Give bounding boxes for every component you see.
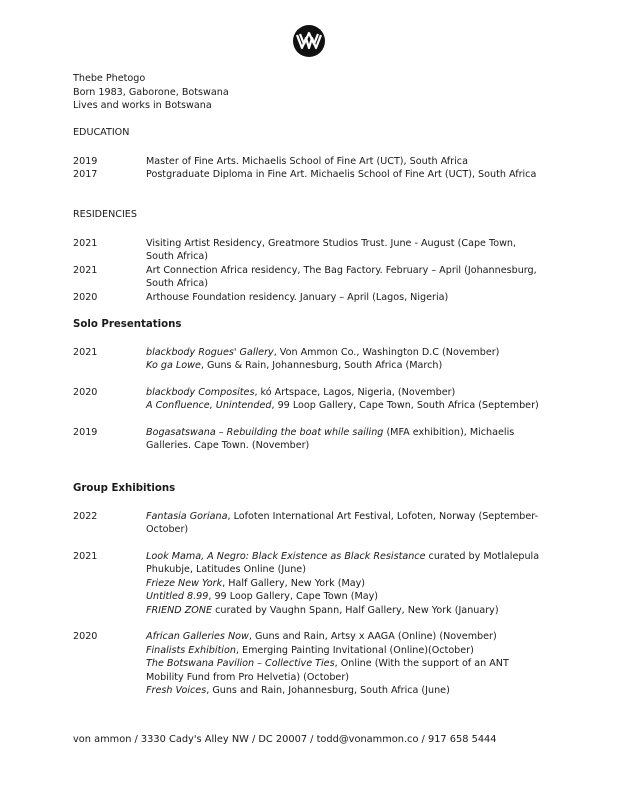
- residency-year: 2021: [73, 264, 98, 276]
- education-text: Master of Fine Arts. Michaelis School of Fine Art (UCT), South Africa: [146, 155, 468, 167]
- solo-entry: [146, 386, 543, 400]
- solo-heading: Solo Presentations: [73, 319, 182, 330]
- solo-entry-detail: , kó Artspace, Lagos, Nigeria, (November): [254, 386, 456, 398]
- solo-entry-title: blackbody Rogues' Gallery: [146, 346, 274, 358]
- residency-text: Arthouse Foundation residency. January – April (Lagos, Nigeria): [146, 291, 449, 303]
- group-entry-detail: , Emerging Painting Invitational (Online)(October): [235, 644, 474, 656]
- solo-year: 2020: [73, 386, 98, 398]
- footer-contact: von ammon / 3330 Cady's Alley NW / DC 20007 / todd@vonammon.co / 917 658 5444: [73, 734, 497, 745]
- group-entry-detail: , Lofoten International Art Festival, Lofoten, Norway (September-October): [146, 510, 539, 535]
- group-entry-title: Look Mama, A Negro: Black Existence as Black Resistance: [146, 550, 426, 562]
- residency-text: Visiting Artist Residency, Greatmore Studios Trust. June - August (Cape Town, South Africa): [146, 237, 517, 262]
- group-entry: [146, 644, 543, 658]
- group-entry-title: Finalists Exhibition: [146, 644, 236, 656]
- solo-entry-title: blackbody Composites: [146, 386, 255, 398]
- education-text: Postgraduate Diploma in Fine Art. Michaelis School of Fine Art (UCT), South Africa: [146, 169, 537, 180]
- residency-year: 2020: [73, 291, 98, 303]
- group-entry-detail: , 99 Loop Gallery, Cape Town (May): [208, 591, 379, 602]
- education-item: [73, 155, 543, 169]
- group-year-group: [73, 510, 543, 537]
- solo-entry-detail: , 99 Loop Gallery, Cape Town, South Africa (September): [271, 400, 539, 411]
- group-entry-detail: curated by Vaughn Spann, Half Gallery, New York (January): [212, 604, 499, 616]
- group-entry-detail: curated by Motlalepula Phukubje, Latitudes Online (June): [146, 550, 540, 575]
- solo-entry-title: Bogasatswana – Rebuilding the boat while sailing: [146, 426, 384, 438]
- residencies-section: [73, 208, 543, 304]
- residencies-heading: RESIDENCIES: [73, 209, 137, 220]
- residency-item: [73, 264, 543, 291]
- education-year: 2017: [73, 169, 98, 180]
- group-entry-detail: , Guns and Rain, Johannesburg, South Africa (June): [206, 685, 450, 696]
- residency-item: [73, 291, 543, 305]
- group-entry: [146, 510, 543, 537]
- residency-year: 2021: [73, 237, 98, 249]
- group-entry: [146, 590, 543, 604]
- group-year: 2020: [73, 631, 98, 642]
- group-year: 2022: [73, 510, 98, 522]
- group-entry: [146, 684, 543, 698]
- education-heading: EDUCATION: [73, 127, 130, 138]
- solo-year-group: [73, 426, 543, 453]
- education-item: [73, 168, 543, 182]
- solo-entry-title: Ko ga Lowe: [146, 360, 201, 371]
- solo-entry-detail: (MFA exhibition), Michaelis Galleries. Cape Town. (November): [146, 426, 515, 451]
- education-year: 2019: [73, 155, 98, 167]
- solo-year: 2019: [73, 426, 98, 438]
- group-year-group: [73, 630, 543, 698]
- solo-entry: [146, 346, 543, 360]
- artist-lives: Lives and works in Botswana: [73, 100, 212, 111]
- group-entry-detail: , Half Gallery, New York (May): [222, 577, 366, 589]
- group-entry: [146, 630, 543, 644]
- group-heading: Group Exhibitions: [73, 483, 176, 494]
- group-year-group: [73, 550, 543, 618]
- group-entry-title: Fantasia Goriana: [146, 510, 228, 522]
- solo-entry: [146, 426, 543, 453]
- group-entry-title: Untitled 8.99: [146, 591, 209, 602]
- group-entry: [146, 577, 543, 591]
- group-entry-title: Fresh Voices: [146, 685, 207, 696]
- artist-born: Born 1983, Gaborone, Botswana: [73, 86, 229, 98]
- residency-text: Art Connection Africa residency, The Bag Factory. February – April (Johannesburg, South Africa): [146, 264, 537, 289]
- group-entry: [146, 657, 543, 684]
- residency-item: [73, 237, 543, 264]
- group-entry-title: The Botswana Pavilion – Collective Ties: [146, 658, 335, 669]
- education-section: [73, 126, 543, 182]
- solo-year-group: [73, 346, 543, 373]
- solo-year-group: [73, 386, 543, 413]
- solo-entry-detail: , Guns & Rain, Johannesburg, South Africa (March): [200, 360, 443, 371]
- group-entry-title: African Galleries Now: [146, 631, 249, 642]
- group-entry-detail: , Online (With the support of an ANT Mobility Fund from Pro Helvetia) (October): [146, 658, 509, 683]
- circle-w-logo-icon: [292, 24, 326, 58]
- solo-entry-detail: , Von Ammon Co., Washington D.C (November): [273, 346, 500, 358]
- artist-info: [73, 72, 543, 113]
- group-entry: [146, 550, 543, 577]
- solo-entry-title: A Confluence, Unintended: [146, 400, 272, 411]
- solo-year: 2021: [73, 346, 98, 358]
- solo-entry: [146, 399, 543, 413]
- solo-entry: [146, 359, 543, 373]
- group-entry: [146, 604, 543, 618]
- group-year: 2021: [73, 550, 98, 562]
- group-entry-title: Frieze New York: [146, 577, 223, 589]
- group-entry-title: FRIEND ZONE: [146, 604, 213, 616]
- group-section: [73, 482, 543, 698]
- group-entry-detail: , Guns and Rain, Artsy x AAGA (Online) (November): [248, 631, 497, 642]
- artist-name: Thebe Phetogo: [73, 73, 146, 84]
- solo-section: [73, 318, 543, 453]
